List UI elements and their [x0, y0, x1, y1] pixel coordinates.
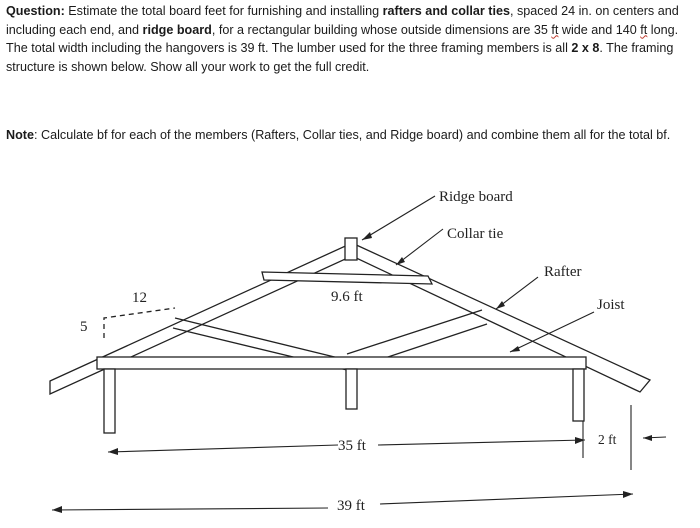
question-bold-ridge: ridge board [142, 22, 212, 37]
total-width-dimension-right [380, 494, 633, 504]
collar-length-label: 9.6 ft [331, 289, 363, 305]
total-width-label: 39 ft [337, 498, 365, 514]
question-text-4: wide and 140 [558, 22, 641, 37]
right-post [573, 369, 584, 421]
width-dimension-left [108, 445, 338, 452]
ceiling-joist [97, 357, 586, 369]
overhang-label: 2 ft [598, 432, 617, 447]
joist-label: Joist [597, 297, 625, 313]
ridge-board [345, 238, 357, 260]
left-rafter [50, 243, 352, 394]
ridge-board-label: Ridge board [439, 189, 513, 205]
question-paragraph [6, 2, 690, 76]
rise-label: 5 [80, 319, 88, 335]
rafter-label: Rafter [544, 264, 582, 280]
note-paragraph [6, 126, 690, 145]
note-text: : Calculate bf for each of the members (Rafters, Collar ties, and Ridge board) and combine them all for the total bf. [34, 128, 671, 142]
question-text-6: . The framing structure is shown below. Show all your work to get the full credit. [6, 41, 674, 74]
question-bold-members: rafters and collar ties [382, 4, 510, 18]
center-post [346, 369, 357, 409]
collar-tie-label: Collar tie [447, 226, 504, 242]
width-dimension-right [378, 440, 585, 445]
question-text-3: , for a rectangular building whose outside dimensions are 35 [211, 22, 552, 37]
question-unit-ft-1: ft [551, 22, 559, 37]
collar-tie-arrowhead [396, 257, 405, 265]
overhang-arrowhead [643, 435, 652, 441]
total-right-arrowhead [623, 491, 633, 498]
question-unit-ft-2: ft [640, 22, 648, 37]
note-lead: Note [6, 128, 34, 142]
joist-arrowhead [510, 346, 520, 352]
question-lead: Question: [6, 4, 65, 18]
truss-diagram [0, 176, 700, 528]
rafter-arrowhead [496, 301, 505, 309]
question-text-1: Estimate the total board feet for furnishing and installing [64, 4, 383, 18]
question-text-5: long. The total width including the hangovers is 39 ft. The lumber used for the three framing members is all [6, 22, 679, 56]
width-left-arrowhead [108, 448, 118, 455]
left-post [104, 369, 115, 433]
question-text-2: , spaced 24 in. on centers and including each end, and [6, 4, 679, 37]
left-web-upper [175, 318, 355, 362]
width-label: 35 ft [338, 438, 366, 454]
ridge-board-leader [362, 196, 435, 240]
question-bold-lumber: 2 x 8 [571, 41, 600, 56]
total-width-dimension-left [52, 508, 328, 510]
run-label: 12 [132, 290, 147, 306]
ridge-board-arrowhead [362, 232, 372, 240]
total-left-arrowhead [52, 506, 62, 513]
